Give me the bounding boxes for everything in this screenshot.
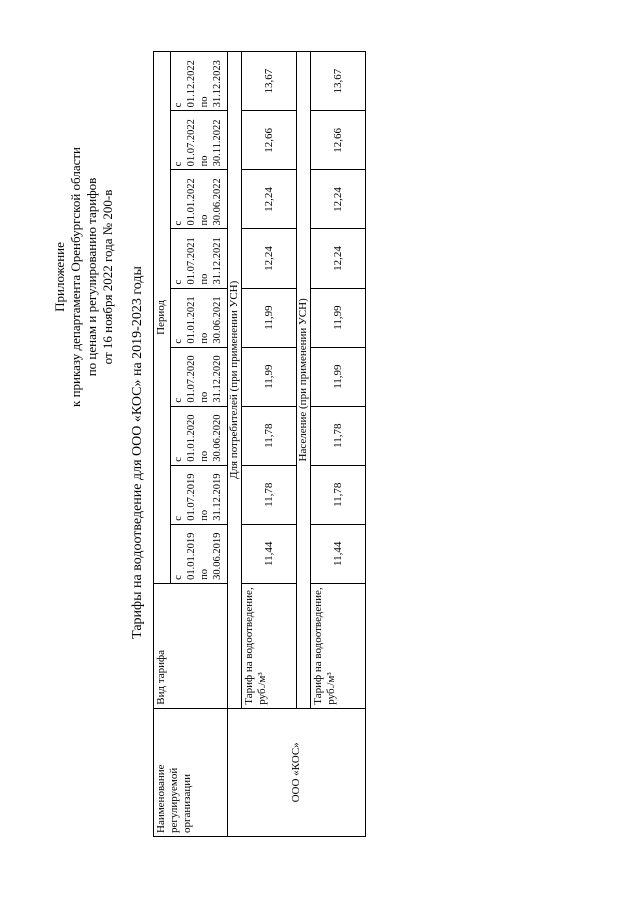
section-label: Население (при применении УСН) [297, 52, 311, 709]
period-date-line: по [199, 391, 210, 403]
period-date-line: 30.06.2022 [212, 178, 223, 226]
tariff-value: 11,78 [242, 406, 297, 465]
period-date-line: 01.07.2021 [186, 237, 197, 285]
period-date-line: с [173, 220, 184, 226]
period-date-line: 30.06.2020 [212, 414, 223, 462]
tariff-value: 12,66 [242, 111, 297, 170]
period-date-line: с [173, 161, 184, 167]
tariff-value: 12,66 [311, 111, 366, 170]
period-date-line: 01.01.2022 [186, 178, 197, 226]
tariff-value: 11,44 [311, 524, 366, 583]
period-date-line: 01.01.2021 [186, 296, 197, 344]
period-date-line: 31.12.2023 [212, 60, 223, 108]
period-date-line: 01.01.2020 [186, 414, 197, 462]
header-line: к приказу департамента Оренбургской области [68, 147, 83, 407]
period-header-cell [171, 170, 228, 229]
period-date-line: по [199, 450, 210, 462]
period-date-line: 30.11.2022 [212, 119, 223, 167]
period-header-cell [171, 288, 228, 347]
tariff-value: 11,99 [311, 347, 366, 406]
tariff-value: 12,24 [242, 229, 297, 288]
section-header-row [228, 52, 242, 837]
tariff-value: 11,99 [311, 288, 366, 347]
period-date-line: по [199, 332, 210, 344]
period-date-line: 30.06.2019 [212, 532, 223, 580]
period-date-line: 01.07.2020 [186, 355, 197, 403]
period-header-cell [171, 111, 228, 170]
tariff-value: 11,78 [311, 406, 366, 465]
period-header-cell [171, 465, 228, 524]
period-header-cell [171, 347, 228, 406]
period-date-line: 01.12.2022 [186, 60, 197, 108]
tariff-table [153, 51, 366, 837]
col-period-header: Период [154, 52, 171, 584]
tariff-value: 13,67 [242, 52, 297, 111]
period-date-line: с [173, 338, 184, 344]
period-date-line: по [199, 155, 210, 167]
period-date-line: с [173, 575, 184, 580]
organization-name: ООО «КОС» [228, 708, 366, 836]
period-date-line: 30.06.2021 [212, 296, 223, 344]
period-header-cell [171, 406, 228, 465]
period-header-cell [171, 524, 228, 583]
tariff-kind: Тариф на водоотведение, руб./м³ [242, 583, 297, 708]
tariff-value: 12,24 [242, 170, 297, 229]
period-date-line: 31.12.2020 [212, 355, 223, 403]
tariff-value: 11,78 [242, 465, 297, 524]
table-header-row [154, 52, 171, 837]
tariff-value: 13,67 [311, 52, 366, 111]
col-kind-header: Вид тарифа [154, 583, 228, 708]
document-title: Тарифы на водоотведение для ООО «КОС» на 2019-2023 годы [130, 266, 145, 639]
header-line: от 16 ноября 2022 года № 200-в [100, 189, 115, 365]
tariff-value: 11,99 [242, 288, 297, 347]
period-date-line: с [173, 102, 184, 108]
period-header-cell [171, 52, 228, 111]
period-date-line: по [199, 273, 210, 285]
period-header-cell [171, 229, 228, 288]
period-date-line: с [173, 516, 184, 521]
period-date-line: с [173, 279, 184, 285]
tariff-value: 12,24 [311, 170, 366, 229]
section-label: Для потребителей (при применении УСН) [228, 52, 242, 709]
col-org-header: Наименование регулируемой организации [154, 708, 228, 836]
tariff-value: 11,78 [311, 465, 366, 524]
period-date-line: 01.07.2019 [186, 473, 197, 521]
header-line: по ценам и регулированию тарифов [84, 177, 99, 377]
tariff-value: 12,24 [311, 229, 366, 288]
period-date-line: 01.01.2019 [186, 532, 197, 580]
period-date-line: 01.07.2022 [186, 119, 197, 167]
header-line: Приложение [52, 242, 67, 312]
period-date-line: 31.12.2019 [212, 473, 223, 521]
period-date-line: по [199, 214, 210, 226]
period-date-line: с [173, 397, 184, 403]
tariff-kind: Тариф на водоотведение, руб./м³ [311, 583, 366, 708]
period-date-line: по [199, 568, 210, 580]
period-date-line: с [173, 457, 184, 462]
tariff-value: 11,44 [242, 524, 297, 583]
appendix-header [52, 117, 116, 437]
period-date-line: по [199, 509, 210, 521]
period-date-line: по [199, 96, 210, 108]
tariff-value: 11,99 [242, 347, 297, 406]
period-date-line: 31.12.2021 [212, 237, 223, 285]
